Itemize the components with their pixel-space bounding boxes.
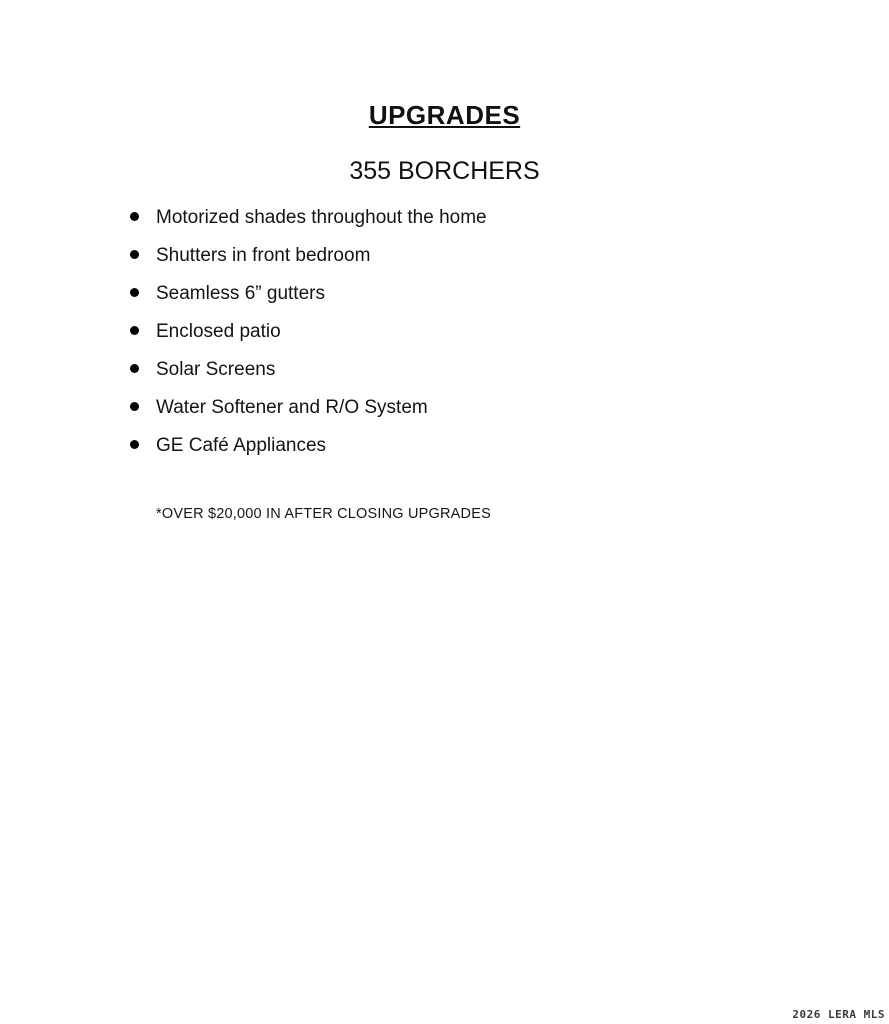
list-item (130, 398, 770, 418)
bullet-icon (130, 212, 139, 221)
bullet-icon (130, 288, 139, 297)
page-title: UPGRADES (368, 100, 521, 130)
list-item (130, 360, 770, 380)
list-item-label: GE Café Appliances (156, 435, 327, 456)
bullet-icon (130, 402, 139, 411)
footnote-text: *OVER $20,000 IN AFTER CLOSING UPGRADES (156, 506, 491, 522)
list-item (130, 284, 770, 304)
list-item-label: Water Softener and R/O System (156, 397, 428, 418)
list-item-label: Seamless 6” gutters (156, 283, 325, 304)
list-item-label: Solar Screens (156, 359, 276, 380)
list-item-label: Shutters in front bedroom (156, 245, 371, 266)
list-item (130, 246, 770, 266)
list-item (130, 208, 770, 228)
bullet-icon (130, 440, 139, 449)
upgrades-list (130, 208, 770, 474)
page-subtitle: 355 BORCHERS (349, 157, 540, 185)
list-item (130, 436, 770, 456)
mls-watermark: 2026 LERA MLS (792, 1008, 885, 1021)
list-item (130, 322, 770, 342)
list-item-label: Enclosed patio (156, 321, 281, 342)
bullet-icon (130, 250, 139, 259)
list-item-label: Motorized shades throughout the home (156, 207, 487, 228)
bullet-icon (130, 364, 139, 373)
bullet-icon (130, 326, 139, 335)
